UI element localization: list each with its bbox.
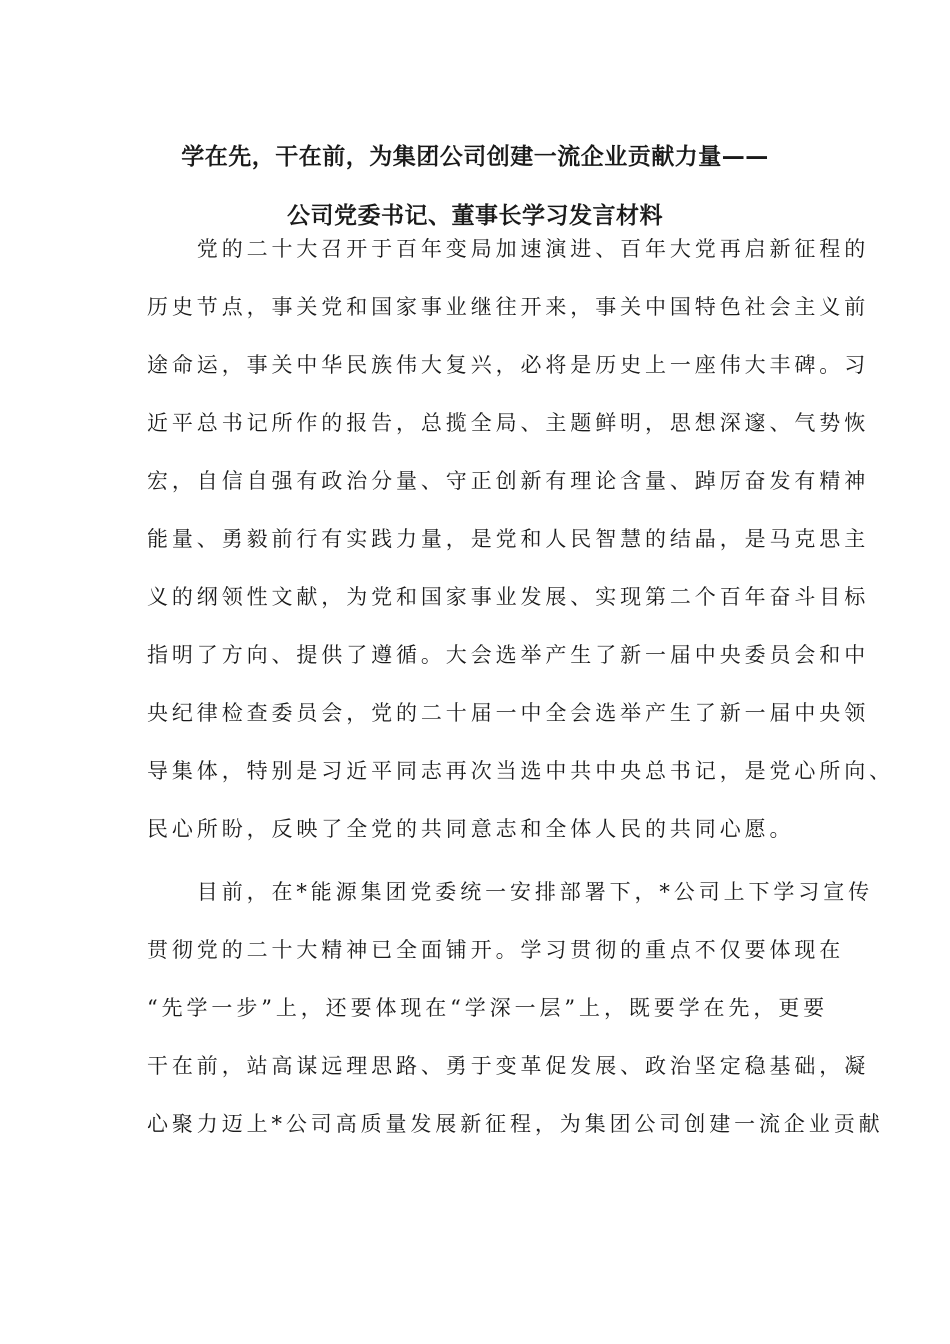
paragraph-line: 近平总书记所作的报告，总揽全局、主题鲜明，思想深邃、气势恢	[147, 411, 870, 435]
document-title-line-2: 公司党委书记、董事长学习发言材料	[287, 203, 663, 229]
paragraph-line: 宏，自信自强有政治分量、守正创新有理论含量、踔厉奋发有精神	[147, 469, 870, 493]
paragraph-line: 党的二十大召开于百年变局加速演进、百年大党再启新征程的	[147, 237, 870, 261]
paragraph-line: 贯彻党的二十大精神已全面铺开。学习贯彻的重点不仅要体现在	[147, 938, 845, 962]
paragraph-line: 义的纲领性文献，为党和国家事业发展、实现第二个百年奋斗目标	[147, 585, 870, 609]
paragraph-line: 目前，在*能源集团党委统一安排部署下，*公司上下学习宣传	[147, 880, 873, 904]
paragraph-line: 干在前，站高谋远理思路、勇于变革促发展、政治坚定稳基础，凝	[147, 1054, 870, 1078]
paragraph-line: 历史节点，事关党和国家事业继往开来，事关中国特色社会主义前	[147, 295, 870, 319]
paragraph-line: “先学一步”上，还要体现在“学深一层”上，既要学在先，更要	[147, 996, 829, 1020]
paragraph-line: 心聚力迈上*公司高质量发展新征程，为集团公司创建一流企业贡献	[147, 1112, 884, 1136]
paragraph-line: 民心所盼，反映了全党的共同意志和全体人民的共同心愿。	[147, 817, 795, 841]
paragraph-line: 导集体，特别是习近平同志再次当选中共中央总书记，是党心所向、	[147, 759, 894, 783]
document-title-line-1: 学在先，干在前，为集团公司创建一流企业贡献力量——	[181, 144, 769, 170]
paragraph-line: 能量、勇毅前行有实践力量，是党和人民智慧的结晶，是马克思主	[147, 527, 870, 551]
paragraph-line: 央纪律检查委员会，党的二十届一中全会选举产生了新一届中央领	[147, 701, 870, 725]
paragraph-line: 途命运，事关中华民族伟大复兴，必将是历史上一座伟大丰碑。习	[147, 353, 870, 377]
paragraph-line: 指明了方向、提供了遵循。大会选举产生了新一届中央委员会和中	[147, 643, 870, 667]
